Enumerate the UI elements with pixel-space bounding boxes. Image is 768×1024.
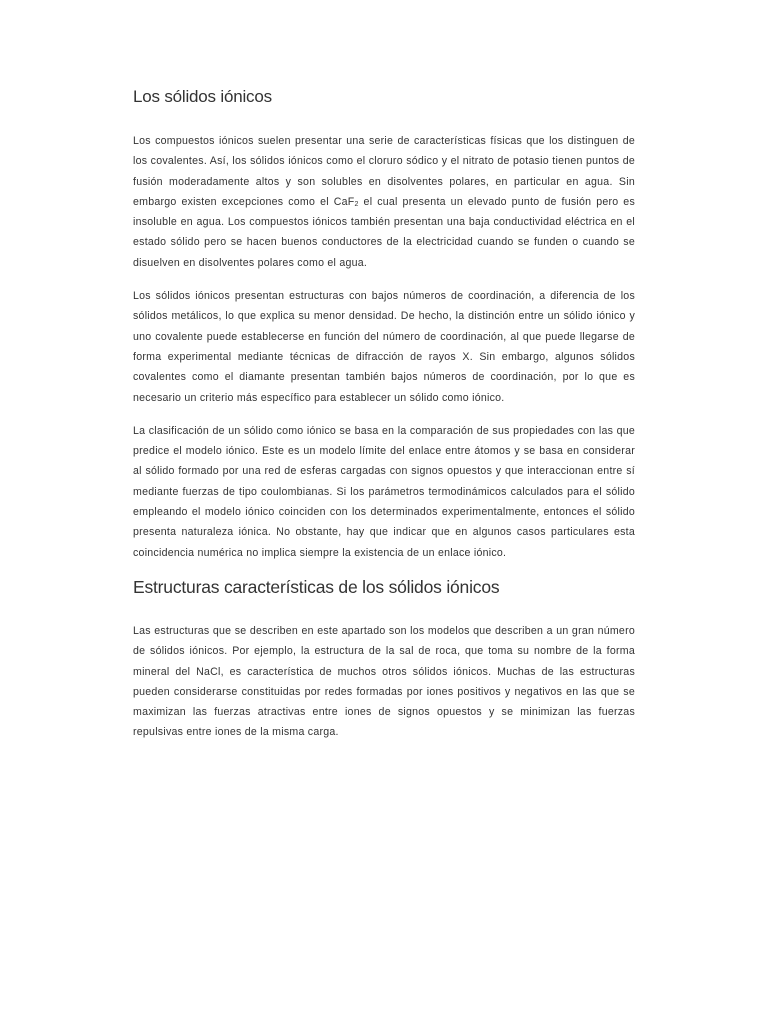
section-heading-estructuras: Estructuras características de los sólidos iónicos bbox=[133, 576, 500, 597]
paragraph-text: Los compuestos iónicos suelen presentar una serie de características físicas que los distinguen de los covalentes. Así, los sólidos iónicos como el cloruro sódico y el nitrato de potasio tienen puntos de fusión moderadamente altos y son solubles en disolventes polares, en particular en agua. Sin embargo existen excepciones como el CaF bbox=[133, 135, 635, 208]
paragraph-text: el cual presenta un elevado punto de fusión pero es insoluble en agua. Los compuestos iónicos también presentan una baja conductividad eléctrica en el estado sólido pero se hacen buenos conductores de la electricidad cuando se funden o cuando se disuelven en disolventes polares como el agua. bbox=[133, 195, 635, 269]
document-page bbox=[133, 86, 635, 756]
subscript-2: 2 bbox=[354, 200, 359, 208]
paragraph-modelo-ionico: La clasificación de un sólido como iónico se basa en la comparación de sus propiedades con las que predice el modelo iónico. Este es un modelo límite del enlace entre átomos y se basa en considerar al sólido formado por una red de esferas cargadas con signos opuestos y que interaccionan entre sí mediante fuerzas de tipo coulombianas. Si los parámetros termodinámicos calculados para el sólido empleando el modelo iónico coinciden con los determinados experimentalmente, entonces el sólido presenta naturaleza iónica. No obstante, hay que indicar que en algunos casos particulares esta coincidencia numérica no implica siempre la existencia de un enlace iónico. bbox=[133, 424, 635, 559]
paragraph-estructuras: Las estructuras que se describen en este apartado son los modelos que describen a un gran número de sólidos iónicos. Por ejemplo, la estructura de la sal de roca, que toma su nombre de la forma mineral del NaCl, es característica de muchos otros sólidos iónicos. Muchas de las estructuras pueden considerarse constituidas por redes formadas por iones positivos y negativos en las que se maximizan las fuerzas atractivas entre iones de signos opuestos y se minimizan las fuerzas repulsivas entre iones de la misma carga. bbox=[133, 624, 635, 739]
section-heading-solidos-ionicos: Los sólidos iónicos bbox=[133, 87, 272, 106]
paragraph-propiedades-fisicas bbox=[133, 131, 635, 273]
paragraph-numeros-coordinacion: Los sólidos iónicos presentan estructuras con bajos números de coordinación, a diferencia de los sólidos metálicos, lo que explica su menor densidad. De hecho, la distinción entre un sólido iónico y uno covalente puede establecerse en función del número de coordinación, al que puede llegarse de forma experimental mediante técnicas de difracción de rayos X. Sin embargo, algunos sólidos covalentes como el diamante presentan también bajos números de coordinación, por lo que es necesario un criterio más específico para establecer un sólido como iónico. bbox=[133, 290, 635, 404]
